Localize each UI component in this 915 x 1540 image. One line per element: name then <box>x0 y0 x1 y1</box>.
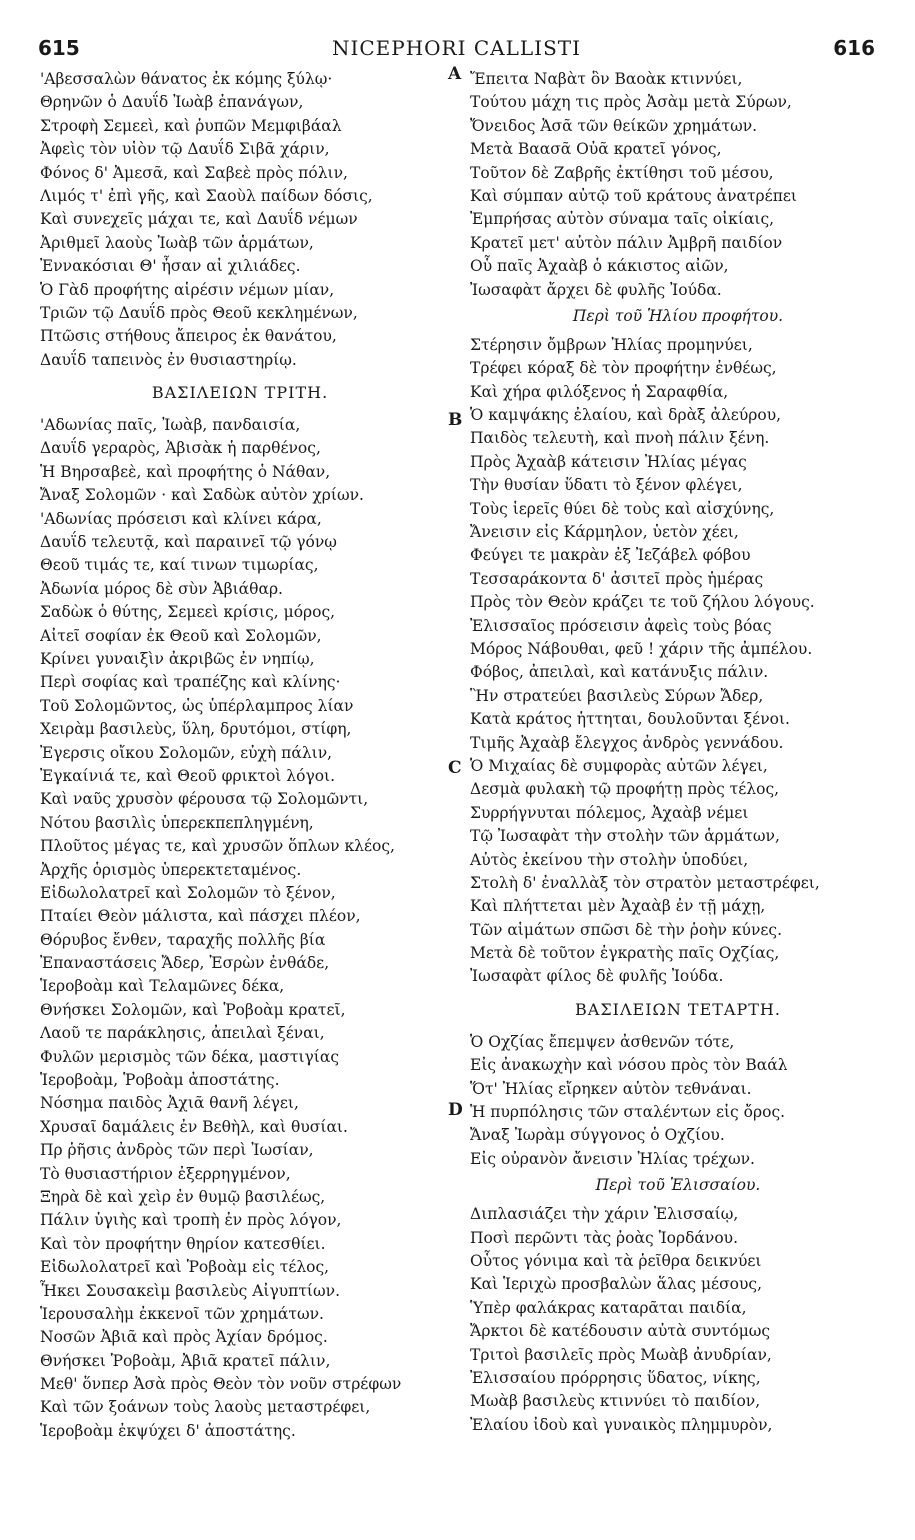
verse-line: Τεσσαράκοντα δ' ἀσιτεῖ πρὸς ἡμέρας <box>470 569 764 588</box>
left-verse-block-2 <box>40 414 440 1443</box>
verse-line: Πτῶσις στήθους ἄπειρος ἐκ θανάτου, <box>40 327 337 346</box>
verse-line: Τοῦ Σολομῶντος, ὡς ὑπέρλαμπρος λίαν <box>40 696 354 715</box>
verse-line: Ἐπαναστάσεις Ἄδερ, Ἐσρὼν ἐνθάδε, <box>40 954 330 973</box>
verse-line: Οὗ παῖς Ἀχαὰβ ὁ κάκιστος αἰῶν, <box>470 257 729 276</box>
verse-line: Ἱεροβοὰμ ἐκψύχει δ' ἀποστάτης. <box>40 1421 296 1440</box>
verse-line: Σαδὼκ ὁ θύτης, Σεμεεὶ κρίσις, μόρος, <box>40 603 336 622</box>
verse-line: Ἔπειτα Ναβὰτ ὃν Βαοὰκ κτιννύει, <box>470 70 743 88</box>
right-verse-block-2 <box>468 334 888 989</box>
verse-line: Τοῦτον δὲ Ζαβρῆς ἐκτίθησι τοῦ μέσου, <box>470 163 774 182</box>
verse-line: Τριτοὶ βασιλεῖς πρὸς Μωὰβ ἀνυδρίαν, <box>470 1345 772 1364</box>
verse-line: 'Αδωνίας παῖς, Ἰωὰβ, πανδαισία, <box>40 416 301 435</box>
verse-line: Ἣν στρατεύει βασιλεὺς Σύρων Ἄδερ, <box>470 686 764 705</box>
verse-line: Ἐλισσαῖος πρόσεισιν ἀφεὶς τοὺς βόας <box>470 616 772 635</box>
verse-line: Καὶ Ἱεριχὼ προσβαλὼν ἅλας μέσους, <box>470 1275 763 1294</box>
verse-line: Καὶ συνεχεῖς μάχαι τε, καὶ Δαυΐδ νέμων <box>40 210 358 229</box>
verse-line: Εἰς οὐρανὸν ἄνεισιν Ἠλίας τρέχων. <box>470 1149 755 1168</box>
verse-line: Μεθ' ὅνπερ Ἀσὰ πρὸς Θεὸν τὸν νοῦν στρέφων <box>40 1375 402 1394</box>
right-verse-block-4 <box>468 1203 888 1437</box>
verse-line: Μετὰ δὲ τοῦτον ἐγκρατὴς παῖς Οχζίας, <box>470 944 780 963</box>
verse-line: Ἱεροβοὰμ, Ῥοβοὰμ ἀποστάτης. <box>40 1071 280 1090</box>
verse-line: Κρίνει γυναιξὶν ἀκριβῶς ἐν νηπίῳ, <box>40 649 315 668</box>
verse-line: Καὶ σύμπαν αὐτῷ τοῦ κράτους ἀνατρέπει <box>470 186 797 205</box>
verse-line: Πάλιν ὑγιὴς καὶ τροπὴ ἐν πρὸς λόγον, <box>40 1211 342 1230</box>
verse-line: Αἰτεῖ σοφίαν ἐκ Θεοῦ καὶ Σολομῶν, <box>40 626 322 645</box>
verse-line: Τρέφει κόραξ δὲ τὸν προφήτην ἐνθέως, <box>470 359 777 378</box>
verse-line: Εἰδωλολατρεῖ καὶ Ῥοβοὰμ εἰς τέλος, <box>40 1258 330 1277</box>
verse-line: Ἰωσαφὰτ φίλος δὲ φυλῆς Ἰούδα. <box>470 967 724 986</box>
margin-marker-b: B <box>448 410 463 430</box>
verse-line: Θεοῦ τιμάς τε, καί τινων τιμωρίας, <box>40 556 319 575</box>
verse-line: Τοὺς ἱερεῖς θύει δὲ τοὺς καὶ αἰσχύνης, <box>470 499 775 518</box>
verse-line: Στέρησιν ὄμβρων Ἠλίας προμηνύει, <box>470 335 753 354</box>
verse-line: Θρηνῶν ὁ Δαυΐδ Ἰωὰβ ἐπανάγων, <box>40 93 304 112</box>
verse-line: Λαοῦ τε παράκλησις, ἀπειλαὶ ξέναι, <box>40 1024 325 1043</box>
verse-line: Καὶ χήρα φιλόξενος ἡ Σαραφθία, <box>470 382 729 401</box>
right-verse-block-1 <box>468 68 888 302</box>
verse-line: Συρρήγνυται πόλεμος, Ἀχαὰβ νέμει <box>470 803 749 822</box>
verse-line: Ἐγκαίνιά τε, καὶ Θεοῦ φρικτοὶ λόγοι. <box>40 766 336 785</box>
verse-line: Ἡ πυρπόλησις τῶν σταλέντων εἰς ὄρος. <box>470 1103 786 1122</box>
verse-line: Θνήσκει Ῥοβοὰμ, Ἀβιᾶ κρατεῖ πάλιν, <box>40 1351 331 1370</box>
verse-line: Καὶ τῶν ξοάνων τοὺς λαοὺς μεταστρέφει, <box>40 1398 371 1417</box>
verse-line: Εἰδωλολατρεῖ καὶ Σολομῶν τὸ ξένον, <box>40 883 336 902</box>
verse-line: Πταίει Θεὸν μάλιστα, καὶ πάσχει πλέον, <box>40 907 361 926</box>
verse-line: Ἐμπρήσας αὐτὸν σύναμα ταῖς οἰκίαις, <box>470 210 775 229</box>
subheading-elisha: Περὶ τοῦ Ἐλισσαίου. <box>595 1176 761 1195</box>
verse-line: Νότου βασιλὶς ὑπερεκπεπληγμένη, <box>40 813 314 832</box>
verse-line: Παιδὸς τελευτὴ, καὶ πνοὴ πάλιν ξένη. <box>470 429 770 448</box>
verse-line: 'Αβεσσαλὼν θάνατος ἐκ κόμης ξύλῳ· <box>40 70 333 88</box>
page-number-left: 615 <box>38 36 80 60</box>
verse-line: Δεσμὰ φυλακὴ τῷ προφήτῃ πρὸς τέλος, <box>470 780 780 799</box>
verse-line: Θνήσκει Σολομῶν, καὶ Ῥοβοὰμ κρατεῖ, <box>40 1000 346 1019</box>
verse-line: 'Αδωνίας πρόσεισι καὶ κλίνει κάρα, <box>40 509 322 528</box>
verse-line: Τῷ Ἰωσαφὰτ τὴν στολὴν τῶν ἁρμάτων, <box>470 827 780 846</box>
verse-line: Πρὸς τὸν Θεὸν κράζει τε τοῦ ζήλου λόγους. <box>470 593 815 612</box>
section-heading-fourth-kings: ΒΑΣΙΛΕΙΩΝ ΤΕΤΑΡΤΗ. <box>575 999 781 1019</box>
verse-line: Ἀδωνία μόρος δὲ σὺν Ἀβιάθαρ. <box>40 579 283 598</box>
running-title: NICEPHORI CALLISTI <box>331 36 582 60</box>
verse-line: Νοσῶν Ἀβιᾶ καὶ πρὸς Ἀχίαν δρόμος. <box>40 1328 328 1347</box>
verse-line: Τιμῆς Ἀχαὰβ ἔλεγχος ἀνδρὸς γεννάδου. <box>470 733 784 752</box>
verse-line: Καὶ πλήττεται μὲν Ἀχαὰβ ἐν τῇ μάχῃ, <box>470 897 766 916</box>
verse-line: Αὐτὸς ἐκείνου τὴν στολὴν ὑποδύει, <box>470 850 749 869</box>
verse-line: Ἧκει Σουσακεὶμ βασιλεὺς Αἰγυπτίων. <box>40 1281 341 1300</box>
verse-line: Οὗτος γόνιμα καὶ τὰ ῥεῖθρα δεικνύει <box>470 1251 762 1270</box>
right-verse-block-3 <box>468 1031 888 1171</box>
running-header <box>38 36 875 66</box>
margin-marker-d: D <box>448 1100 463 1120</box>
verse-line: Ἱερουσαλὴμ ἐκκενοῖ τῶν χρημάτων. <box>40 1304 324 1323</box>
verse-line: Ὄνειδος Ἀσᾶ τῶν θείκῶν χρημάτων. <box>470 116 758 135</box>
right-column <box>468 68 888 1437</box>
verse-line: Ἄρκτοι δὲ κατέδουσιν αὐτὰ συντόμως <box>470 1322 771 1341</box>
margin-marker-c: C <box>448 758 462 778</box>
verse-line: Ἀφεὶς τὸν υἱὸν τῷ Δαυΐδ Σιβᾶ χάριν, <box>40 140 330 159</box>
verse-line: Ὑπὲρ φαλάκρας καταρᾶται παιδία, <box>470 1298 747 1317</box>
verse-line: Εἰς ἀνακωχὴν καὶ νόσου πρὸς τὸν Βαάλ <box>470 1056 788 1075</box>
verse-line: Ἰωσαφὰτ ἄρχει δὲ φυλῆς Ἰούδα. <box>470 280 722 299</box>
verse-line: Ἄναξ Σολομῶν · καὶ Σαδὼκ αὐτὸν χρίων. <box>40 486 364 505</box>
verse-line: Κατὰ κράτος ἡττηται, δουλοῦνται ξένοι. <box>470 710 790 729</box>
verse-line: Ἐγερσις οἴκου Σολομῶν, εὐχὴ πάλιν, <box>40 743 333 762</box>
left-column <box>40 68 440 1443</box>
verse-line: Ξηρὰ δὲ καὶ χεὶρ ἐν θυμῷ βασιλέως, <box>40 1187 326 1206</box>
verse-line: Ὁ Γὰδ προφήτης αἱρέσιν νέμων μίαν, <box>40 280 335 299</box>
verse-line: Τὴν θυσίαν ὕδατι τὸ ξένον φλέγει, <box>470 476 743 495</box>
verse-line: Στολὴ δ' ἐναλλὰξ τὸν στρατὸν μεταστρέφει, <box>470 873 820 892</box>
verse-line: Μόρος Νάβουθαι, φεῦ ! χάριν τῆς ἀμπέλου. <box>470 639 813 658</box>
verse-line: Φόνος δ' Ἀμεσᾶ, καὶ Σαβεὲ πρὸς πόλιν, <box>40 163 348 182</box>
verse-line: Μετὰ Βαασᾶ Οὐᾶ κρατεῖ γόνος, <box>470 140 722 159</box>
section-heading-third-kings: ΒΑΣΙΛΕΙΩΝ ΤΡΙΤΗ. <box>151 383 329 403</box>
verse-line: Χειρὰμ βασιλεὺς, ὕλη, δρυτόμοι, στίφη, <box>40 720 352 739</box>
verse-line: Στροφὴ Σεμεεὶ, καὶ ῥυπῶν Μεμφιβάαλ <box>40 116 342 135</box>
verse-line: Δαυΐδ ταπεινὸς ἐν θυσιαστηρίῳ. <box>40 350 297 369</box>
verse-line: Ἄνεισιν εἰς Κάρμηλον, ὑετὸν χέει, <box>470 523 739 542</box>
verse-line: Δαυΐδ τελευτᾷ, καὶ παραινεῖ τῷ γόνῳ <box>40 533 337 552</box>
verse-line: Χρυσαῖ δαμάλεις ἐν Βεθὴλ, καὶ θυσίαι. <box>40 1117 348 1136</box>
verse-line: Θόρυβος ἔνθεν, ταραχῆς πολλῆς βία <box>40 930 326 949</box>
verse-line: Διπλασιάζει τὴν χάριν Ἐλισσαίῳ, <box>470 1205 739 1224</box>
verse-line: Ποσὶ περῶντι τὰς ῥοὰς Ἰορδάνου. <box>470 1228 738 1247</box>
left-verse-block-1 <box>40 68 440 372</box>
verse-line: Φυλῶν μερισμὸς τῶν δέκα, μαστιγίας <box>40 1047 340 1066</box>
verse-line: Ἀριθμεῖ λαοὺς Ἰωὰβ τῶν ἁρμάτων, <box>40 233 314 252</box>
verse-line: Ἡ Βηρσαβεὲ, καὶ προφήτης ὁ Νάθαν, <box>40 462 331 481</box>
verse-line: Τὸ θυσιαστήριον ἐξερρηγμένον, <box>40 1164 291 1183</box>
verse-line: Νόσημα παιδὸς Ἀχιᾶ θανῆ λέγει, <box>40 1094 299 1113</box>
verse-line: Ὁ καμψάκης ἐλαίου, καὶ δρὰξ ἀλεύρου, <box>470 406 782 425</box>
verse-line: Καὶ τὸν προφήτην θηρίον κατεσθίει. <box>40 1234 326 1253</box>
verse-line: Ὁ Οχζίας ἔπεμψεν ἀσθενῶν τότε, <box>470 1032 735 1051</box>
verse-line: Ἀρχῆς ὁρισμὸς ὑπερεκτεταμένος. <box>40 860 302 879</box>
verse-line: Πρὸς Ἀχαὰβ κάτεισιν Ἠλίας μέγας <box>470 452 747 471</box>
margin-marker-a: A <box>448 64 462 84</box>
verse-line: Ὅτ' Ἠλίας εἴρηκεν αὐτὸν τεθνάναι. <box>470 1079 752 1098</box>
verse-line: Φεύγει τε μακρὰν ἐξ Ἰεζάβελ φόβου <box>470 546 751 565</box>
page-number-right: 616 <box>833 36 875 60</box>
verse-line: Τούτου μάχη τις πρὸς Ἀσὰμ μετὰ Σύρων, <box>470 93 792 112</box>
verse-line: Δαυΐδ γεραρὸς, Ἀβισὰκ ἡ παρθένος, <box>40 439 321 458</box>
verse-line: Ἐλισσαίου πρόρρησις ὕδατος, νίκης, <box>470 1368 761 1387</box>
verse-line: Τριῶν τῷ Δαυΐδ πρὸς Θεοῦ κεκλημένων, <box>40 303 358 322</box>
verse-line: Ἱεροβοὰμ καὶ Τελαμῶνες δέκα, <box>40 977 285 996</box>
verse-line: Πρ ῥῆσις ἀνδρὸς τῶν περὶ Ἰωσίαν, <box>40 1141 314 1160</box>
verse-line: Μωὰβ βασιλεὺς κτιννύει τὸ παιδίον, <box>470 1392 761 1411</box>
subheading-elijah: Περὶ τοῦ Ἡλίου προφήτου. <box>572 306 784 325</box>
verse-line: Φόβος, ἀπειλαὶ, καὶ κατάνυξις πάλιν. <box>470 663 769 682</box>
verse-line: Ὁ Μιχαίας δὲ συμφορὰς αὐτῶν λέγει, <box>470 756 768 775</box>
verse-line: Ἐννακόσιαι Θ' ἦσαν αἱ χιλιάδες. <box>40 257 301 276</box>
verse-line: Περὶ σοφίας καὶ τραπέζης καὶ κλίνης· <box>40 673 341 692</box>
verse-line: Ἄναξ Ἰωρὰμ σύγγονος ὁ Οχζίου. <box>470 1126 725 1145</box>
verse-line: Κρατεῖ μετ' αὐτὸν πάλιν Ἀμβρῆ παιδίον <box>470 233 783 252</box>
verse-line: Καὶ ναῦς χρυσὸν φέρουσα τῷ Σολομῶντι, <box>40 790 369 809</box>
verse-line: Λιμός τ' ἐπὶ γῆς, καὶ Σαοὺλ παίδων δόσις, <box>40 186 373 205</box>
verse-line: Ἐλαίου ἰδοὺ καὶ γυναικὸς πλημμυρὸν, <box>470 1415 773 1434</box>
verse-line: Πλοῦτος μέγας τε, καὶ χρυσῶν ὅπλων κλέος, <box>40 837 395 856</box>
verse-line: Τῶν αἱμάτων σπῶσι δὲ τὴν ῥοὴν κύνες. <box>470 920 783 939</box>
